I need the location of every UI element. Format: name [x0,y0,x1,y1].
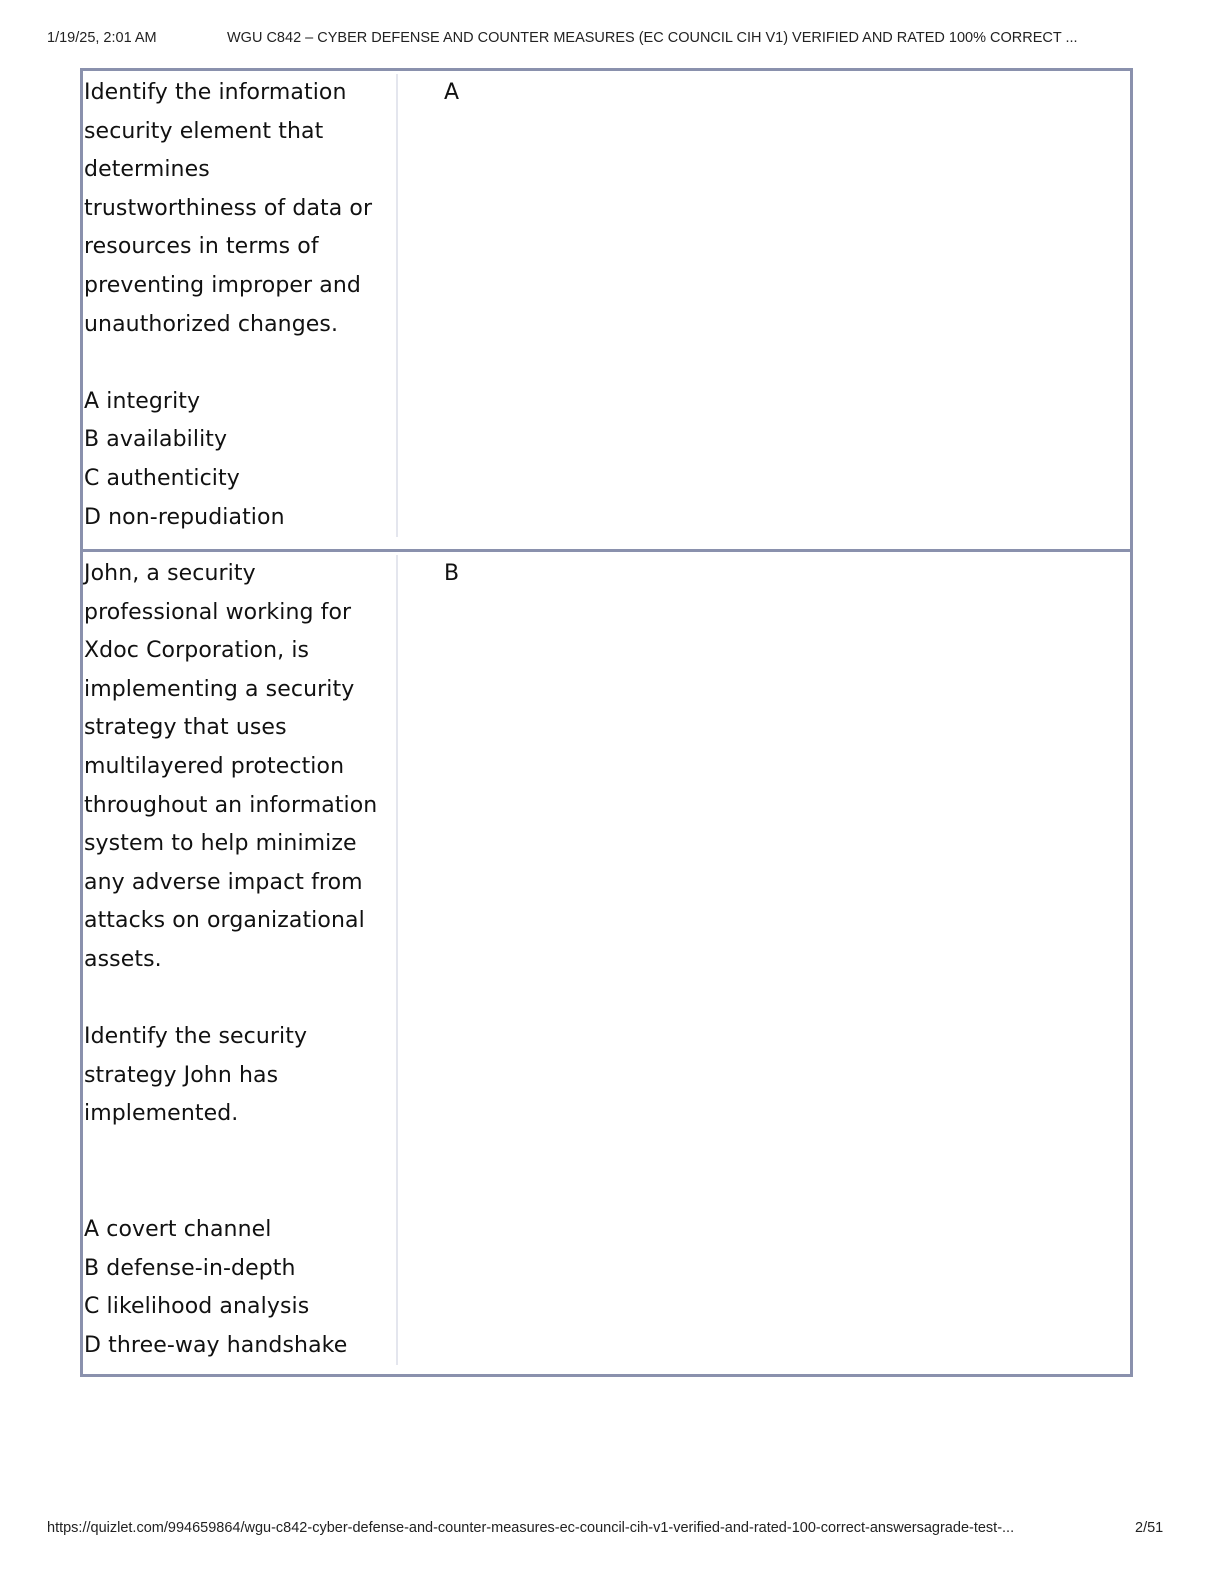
term-line: multilayered protection [84,753,345,779]
term-spacer [83,1173,396,1212]
term-line: any adverse impact from [84,869,363,895]
term-spacer [83,1134,396,1173]
term-line: A covert channel [84,1217,272,1243]
term-line: John, a security [84,561,256,586]
term-line: B availability [84,427,228,453]
term-line: C authenticity [84,465,240,491]
flashcard-definition: A [444,80,460,105]
term-line: D non-repudiation [84,504,285,530]
flashcard [83,68,1130,549]
term-line: assets. [84,946,162,972]
term-line: implemented. [84,1101,239,1127]
term-line: trustworthiness of data or [84,195,373,221]
term-line: security element that [84,118,324,144]
print-page-number: 2/51 [1135,1520,1164,1536]
term-line: Xdoc Corporation, is [84,638,310,664]
term-line: A integrity [84,388,201,414]
print-url: https://quizlet.com/994659864/wgu-c842-cyber-defense-and-counter-measures-ec-council-cih-v1-verified-and-rated-100-correct-answersagrade-test-... [47,1520,1015,1536]
flashcard-term [83,74,398,537]
term-line: unauthorized changes. [84,311,339,337]
flashcard [83,549,1130,1377]
term-line: Identify the security [84,1024,308,1050]
term-line: strategy that uses [84,715,287,741]
term-line: resources in terms of [84,234,319,260]
term-line: D three-way handshake [84,1332,348,1358]
term-line: professional working for [84,599,352,625]
flashcard-term [83,555,398,1365]
term-line: throughout an information [84,792,378,818]
term-line: attacks on organizational [84,908,365,934]
flashcard-definition: B [444,561,460,586]
print-datetime: 1/19/25, 2:01 AM [47,30,157,46]
term-line: strategy John has [84,1062,279,1088]
term-line: B defense-in-depth [84,1255,296,1281]
print-footer [47,1520,1177,1540]
term-spacer [83,344,396,383]
term-line: Identify the information [84,80,347,105]
term-line: C likelihood analysis [84,1294,310,1320]
print-page-title: WGU C842 – CYBER DEFENSE AND COUNTER MEASURES (EC COUNCIL CIH V1) VERIFIED AND RATED 100% CORRECT ... [227,30,1078,46]
term-line: implementing a security [84,676,355,702]
term-spacer [83,980,396,1019]
term-line: preventing improper and [84,272,361,298]
print-header [47,30,1177,50]
term-line: system to help minimize [84,831,357,857]
term-line: determines [84,157,210,183]
flashcard-list [80,68,1133,1377]
